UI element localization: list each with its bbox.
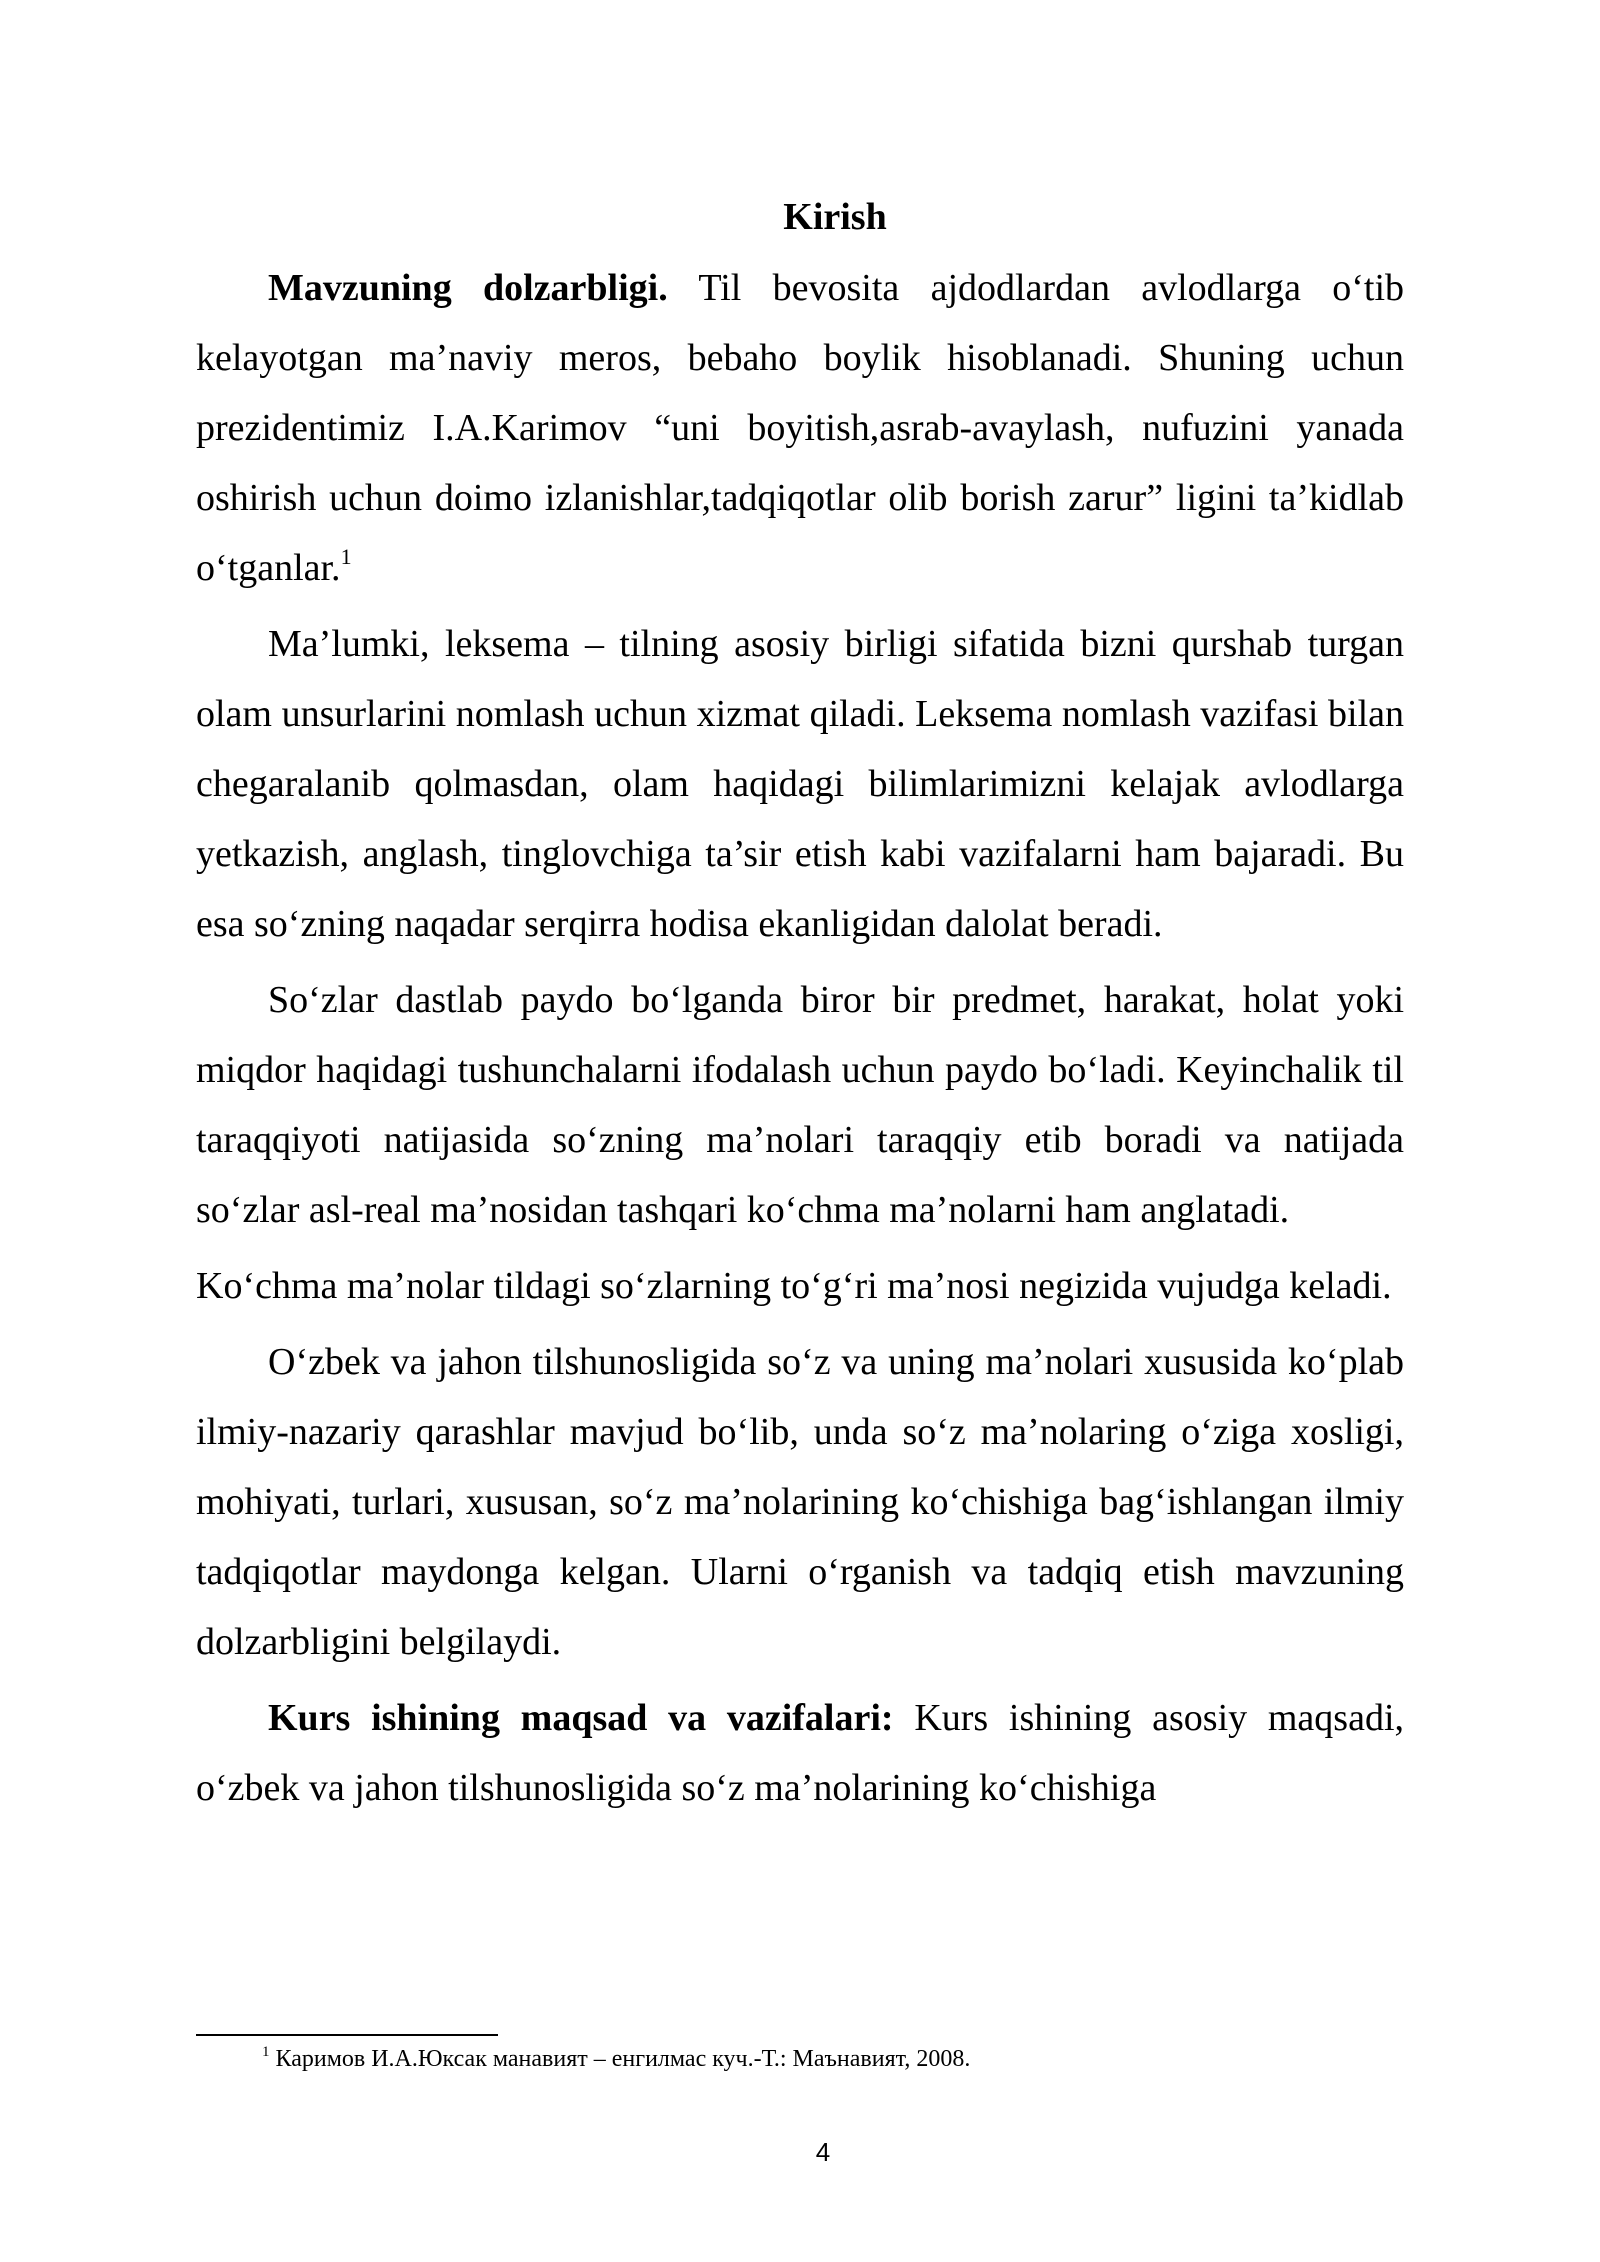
page-number: 4 xyxy=(815,2137,831,2167)
paragraph-lexeme: Ma’lumki, leksema – tilning asosiy birligi sifatida bizni qurshab turgan olam unsurlarini nomlash uchun xizmat qiladi. Leksema nomlash vazifasi bilan chegaralanib qolmasdan, olam haqidagi bilimlarimizni kelajak avlodlarga yetkazish, anglash, tinglovchiga ta’sir etish kabi vazifalarni ham bajaradi. Bu esa so‘zning naqadar serqirra hodisa ekanligidan dalolat beradi. xyxy=(196,623,1404,945)
footnote-text: Каримов И.А.Юксак манавият – енгилмас куч.-Т.: Маънавият, 2008. xyxy=(269,2046,971,2072)
footnote-mark: 1 xyxy=(262,2044,270,2060)
paragraph-text: Kurs ishining asosiy maqsadi, o‘zbek va jahon tilshunosligida so‘z ma’nolarining ko‘chishiga xyxy=(196,1697,1404,1809)
footnote-reference[interactable]: 1 xyxy=(340,544,352,570)
paragraph-relevance xyxy=(196,253,1404,603)
body-text xyxy=(196,253,1404,1829)
paragraph-linguistics: O‘zbek va jahon tilshunosligida so‘z va uning ma’nolari xususida ko‘plab ilmiy-nazariy qarashlar mavjud bo‘lib, unda so‘z ma’nolaring o‘ziga xosligi, mohiyati, turlari, xususan, so‘z ma’nolarining ko‘chishiga bag‘ishlangan ilmiy tadqiqotlar maydonga kelgan. Ularni o‘rganish va tadqiq etish mavzuning dolzarbligini belgilaydi. xyxy=(196,1341,1404,1663)
paragraph-lead: Kurs ishining maqsad va vazifalari: xyxy=(268,1697,894,1739)
footnote-separator xyxy=(196,2034,498,2036)
paragraph-figurative-meanings: Ko‘chma ma’nolar tildagi so‘zlarning to‘g‘ri ma’nosi negizida vujudga keladi. xyxy=(196,1265,1392,1307)
paragraph-lead: Mavzuning dolzarbligi. xyxy=(268,267,668,309)
paragraph-text: Til bevosita ajdodlardan avlodlarga o‘tib kelayotgan ma’naviy meros, bebaho boylik hisoblanadi. Shuning uchun prezidentimiz I.A.Karimov “uni boyitish,asrab-avaylash, nufuzini yanada oshirish uchun doimo izlanishlar,tadqiqotlar olib borish zarur” ligini ta’kidlab o‘tganlar. xyxy=(196,267,1405,589)
footnote xyxy=(262,2044,970,2074)
section-heading: Kirish xyxy=(783,196,887,238)
paragraph-words-origin: So‘zlar dastlab paydo bo‘lganda biror bir predmet, harakat, holat yoki miqdor haqidagi tushunchalarni ifodalash uchun paydo bo‘ladi. Keyinchalik til taraqqiyoti natijasida so‘zning ma’nolari taraqqiy etib boradi va natijada so‘zlar asl-real ma’nosidan tashqari ko‘chma ma’nolarni ham anglatadi. xyxy=(196,979,1404,1231)
paragraph-goals xyxy=(196,1683,1404,1823)
